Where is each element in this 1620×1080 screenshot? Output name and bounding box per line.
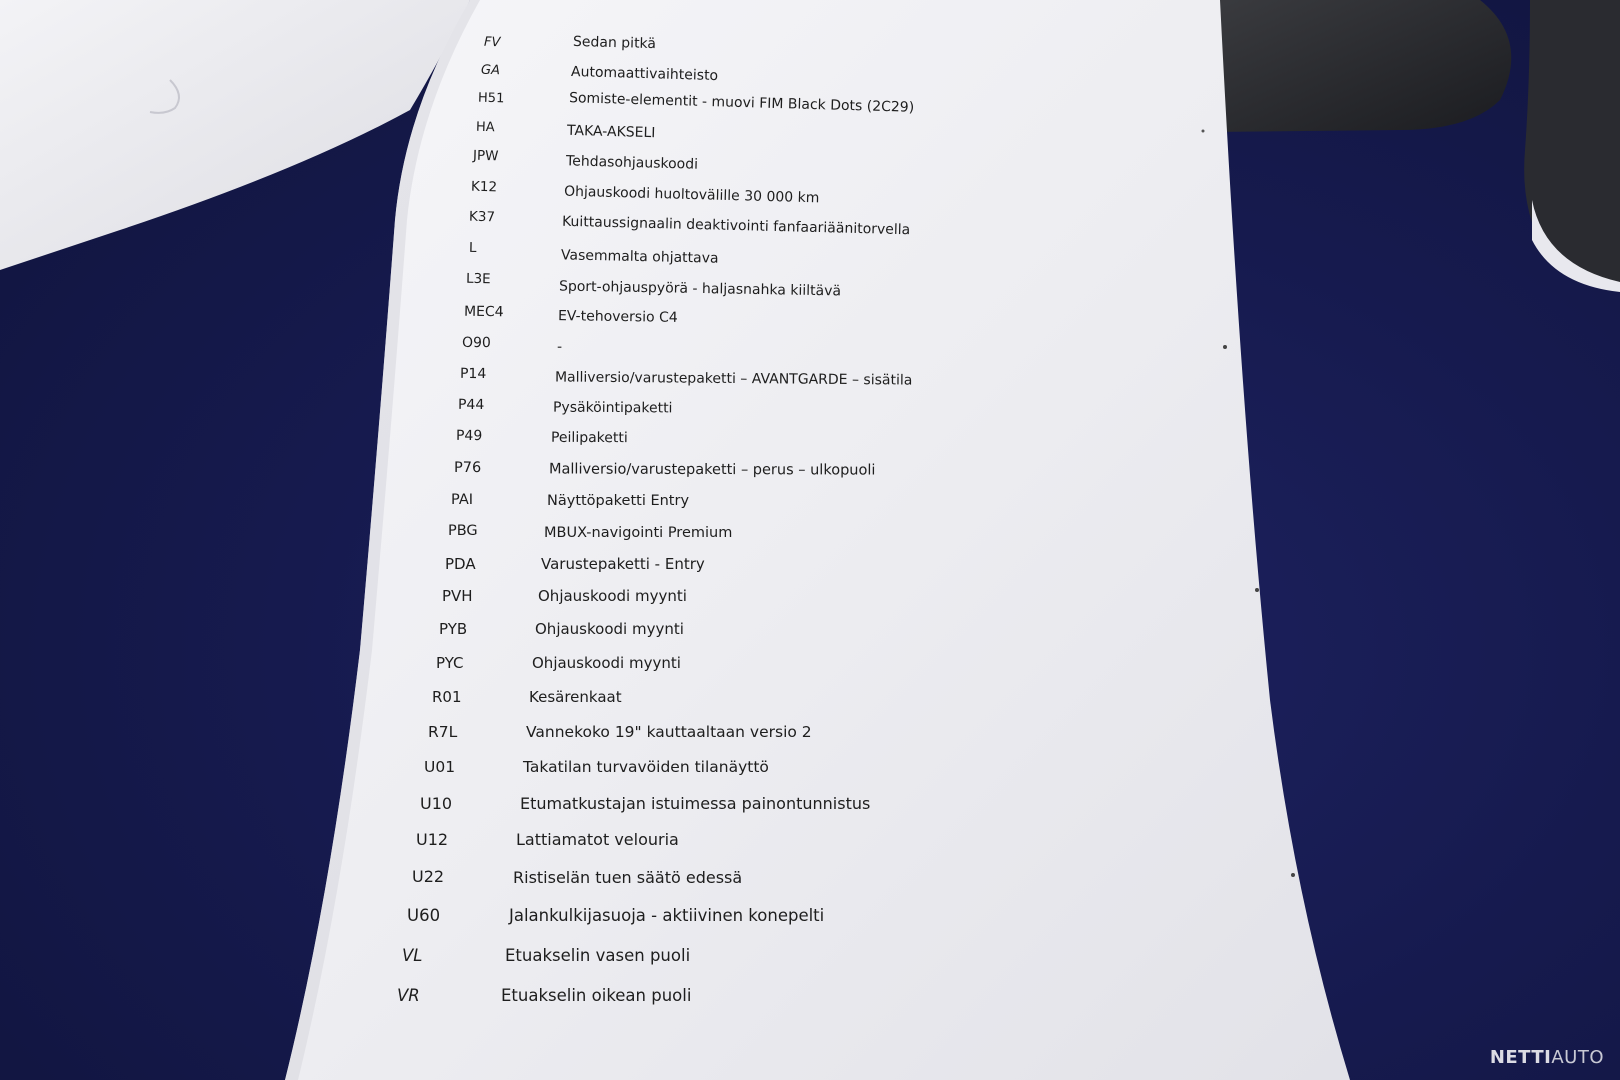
option-description: TAKA-AKSELI — [566, 122, 656, 142]
option-code: U60 — [407, 906, 441, 925]
watermark-brand-bold: NETTI — [1489, 1047, 1552, 1068]
option-code: P44 — [457, 396, 485, 414]
option-description: Ohjauskoodi huoltovälille 30 000 km — [563, 183, 820, 207]
option-code: P49 — [455, 427, 483, 445]
option-description: EV-tehoversio C4 — [557, 308, 678, 326]
option-description: Pysäköintipaketti — [552, 399, 673, 417]
option-description: Vannekoko 19" kauttaaltaan versio 2 — [526, 723, 812, 741]
option-description: Vasemmalta ohjattava — [560, 247, 719, 267]
option-description: Ristiselän tuen säätö edessä — [513, 868, 743, 887]
option-description: Kesärenkaat — [529, 688, 622, 706]
option-code: K37 — [468, 208, 496, 226]
option-code: MEC4 — [463, 303, 504, 321]
option-code: O90 — [461, 334, 491, 352]
option-code: L3E — [465, 270, 491, 288]
option-description: Sedan pitkä — [572, 33, 657, 53]
option-description: Somiste-elementit - muovi FIM Black Dots (2C29) — [568, 90, 915, 116]
option-code: VL — [402, 946, 423, 965]
option-code: L — [468, 239, 477, 257]
option-description: Ohjauskoodi myynti — [532, 654, 681, 672]
option-code: R01 — [432, 688, 462, 706]
option-code: P14 — [459, 365, 487, 383]
option-code: PAI — [451, 492, 474, 508]
option-description: Näyttöpaketti Entry — [547, 493, 690, 509]
option-code: GA — [480, 62, 501, 79]
option-description: Tehdasohjauskoodi — [565, 153, 699, 173]
option-description: Jalankulkijasuoja - aktiivinen konepelti — [509, 906, 825, 925]
option-code: U22 — [412, 867, 445, 886]
option-description: Takatilan turvavöiden tilanäyttö — [523, 758, 769, 776]
option-code: P76 — [453, 459, 482, 477]
option-description: Malliversio/varustepaketti – perus – ulkopuoli — [548, 461, 876, 479]
watermark-brand-light: AUTO — [1551, 1047, 1604, 1068]
option-description: Malliversio/varustepaketti – AVANTGARDE – sisätila — [554, 369, 913, 389]
option-code: R7L — [428, 723, 458, 741]
option-code: H51 — [477, 90, 505, 107]
option-code: FV — [483, 34, 501, 51]
option-code: PYB — [439, 620, 468, 638]
option-description: Lattiamatot velouria — [516, 830, 679, 849]
option-code: U10 — [420, 794, 453, 813]
option-description: Etuakselin vasen puoli — [505, 946, 691, 965]
option-description: Automaattivaihteisto — [570, 63, 719, 85]
option-code: JPW — [472, 147, 499, 165]
option-code: PYC — [436, 654, 464, 672]
option-description: Ohjauskoodi myynti — [535, 620, 684, 638]
option-code: PVH — [442, 587, 473, 605]
option-code: U12 — [416, 830, 449, 849]
option-code: PDA — [445, 555, 476, 573]
option-code: PBG — [448, 523, 478, 539]
option-code: VR — [397, 986, 420, 1005]
option-description: Kuittaussignaalin deaktivointi fanfaariäänitorvella — [561, 213, 911, 239]
option-description: Sport-ohjauspyörä - haljasnahka kiiltävä — [558, 278, 842, 300]
option-code: K12 — [470, 178, 498, 196]
option-description: Peilipaketti — [550, 429, 628, 447]
option-description: Etuakselin oikean puoli — [501, 986, 692, 1005]
option-description: MBUX-navigointi Premium — [544, 525, 733, 541]
nettiauto-watermark — [1490, 1047, 1604, 1068]
option-description: Ohjauskoodi myynti — [538, 587, 687, 605]
option-description: - — [556, 338, 563, 356]
option-description: Etumatkustajan istuimessa painontunnistus — [520, 794, 871, 813]
option-code: HA — [475, 119, 495, 136]
option-description: Varustepaketti - Entry — [541, 555, 705, 573]
option-code: U01 — [424, 758, 456, 776]
